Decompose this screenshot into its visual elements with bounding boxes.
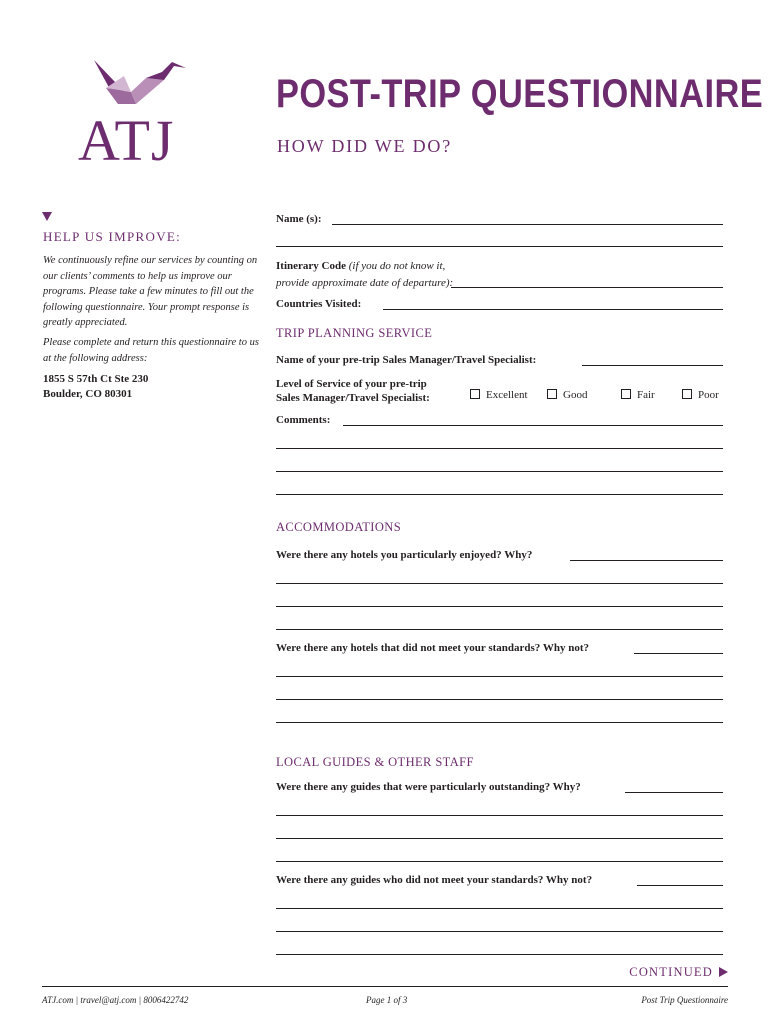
guides-below-standard-line-2[interactable] [276, 908, 723, 909]
level-of-service-label-2: Sales Manager/Travel Specialist: [276, 392, 430, 404]
hotels-below-standard-line-4[interactable] [276, 722, 723, 723]
address-line-2: Boulder, CO 80301 [43, 388, 133, 400]
guides-below-standard-question: Were there any guides who did not meet your standards? Why not? [276, 874, 593, 886]
trip-planning-heading: TRIP PLANNING SERVICE [276, 326, 433, 340]
option-poor-label: Poor [698, 389, 719, 401]
footer-page-number: Page 1 of 3 [366, 995, 408, 1005]
option-poor[interactable] [682, 385, 719, 403]
countries-label: Countries Visited: [276, 298, 362, 310]
option-good-label: Good [563, 389, 588, 401]
comments-line-2[interactable] [276, 448, 723, 449]
sales-manager-label: Name of your pre-trip Sales Manager/Travel Specialist: [276, 354, 537, 366]
checkbox-good[interactable] [547, 389, 557, 399]
itinerary-code-field[interactable] [451, 287, 723, 288]
hotels-enjoyed-question: Were there any hotels you particularly enjoyed? Why? [276, 549, 533, 561]
guides-outstanding-line-4[interactable] [276, 861, 723, 862]
hotels-below-standard-question: Were there any hotels that did not meet your standards? Why not? [276, 642, 590, 654]
itinerary-note-2: provide approximate date of departure): [276, 277, 454, 289]
option-excellent-label: Excellent [486, 389, 528, 401]
itinerary-note-1: (if you do not know it, [348, 260, 446, 272]
atj-logo [76, 58, 188, 178]
accommodations-heading: ACCOMMODATIONS [276, 520, 402, 534]
mailing-address [43, 372, 148, 402]
logo-text: ATJ [78, 108, 175, 173]
guides-below-standard-line-3[interactable] [276, 931, 723, 932]
triangle-right-icon [719, 967, 728, 977]
address-line-1: 1855 S 57th Ct Ste 230 [43, 373, 149, 385]
footer-divider [42, 986, 728, 987]
checkbox-poor[interactable] [682, 389, 692, 399]
sales-manager-field[interactable] [582, 365, 723, 366]
footer-doc-name: Post Trip Questionnaire [641, 995, 728, 1005]
continued-label: CONTINUED [629, 965, 713, 979]
option-excellent[interactable] [470, 385, 528, 403]
hotels-enjoyed-line-2[interactable] [276, 583, 723, 584]
guides-below-standard-field[interactable] [637, 885, 723, 886]
guides-outstanding-field[interactable] [625, 792, 723, 793]
comments-label: Comments: [276, 414, 331, 426]
guides-below-standard-line-4[interactable] [276, 954, 723, 955]
level-of-service-label-1: Level of Service of your pre-trip [276, 378, 427, 390]
comments-line-4[interactable] [276, 494, 723, 495]
hotels-below-standard-line-2[interactable] [276, 676, 723, 677]
name-label: Name (s): [276, 213, 322, 225]
triangle-down-icon [42, 212, 52, 221]
help-instruction: Please complete and return this questionnaire to us at the following address: [43, 337, 259, 364]
comments-line-3[interactable] [276, 471, 723, 472]
checkbox-excellent[interactable] [470, 389, 480, 399]
guides-heading: LOCAL GUIDES & OTHER STAFF [276, 755, 474, 769]
itinerary-label-text: Itinerary Code [276, 260, 346, 272]
name-field[interactable] [332, 224, 723, 225]
comments-field[interactable] [343, 425, 723, 426]
footer-contact: ATJ.com | travel@atj.com | 8006422742 [42, 995, 189, 1005]
help-heading: HELP US IMPROVE: [43, 229, 182, 244]
hotels-enjoyed-line-3[interactable] [276, 606, 723, 607]
guides-outstanding-question: Were there any guides that were particularly outstanding? Why? [276, 781, 581, 793]
option-fair[interactable] [621, 385, 655, 403]
countries-field[interactable] [383, 309, 723, 310]
page-subtitle: HOW DID WE DO? [277, 136, 453, 156]
option-good[interactable] [547, 385, 587, 403]
name-field-line-2[interactable] [276, 246, 723, 247]
itinerary-label [276, 261, 445, 272]
help-intro: We continuously refine our services by counting on our clients’ comments to help us improve our programs. Please take a few minutes to fill out the following questionnaire. Your prompt response is greatly appreciated. [43, 255, 258, 328]
continued-indicator [629, 965, 728, 980]
hotels-enjoyed-field[interactable] [570, 560, 723, 561]
page-title: POST-TRIP QUESTIONNAIRE [276, 72, 764, 116]
hotels-below-standard-line-3[interactable] [276, 699, 723, 700]
checkbox-fair[interactable] [621, 389, 631, 399]
option-fair-label: Fair [637, 389, 655, 401]
guides-outstanding-line-3[interactable] [276, 838, 723, 839]
hotels-enjoyed-line-4[interactable] [276, 629, 723, 630]
hotels-below-standard-field[interactable] [634, 653, 723, 654]
guides-outstanding-line-2[interactable] [276, 815, 723, 816]
